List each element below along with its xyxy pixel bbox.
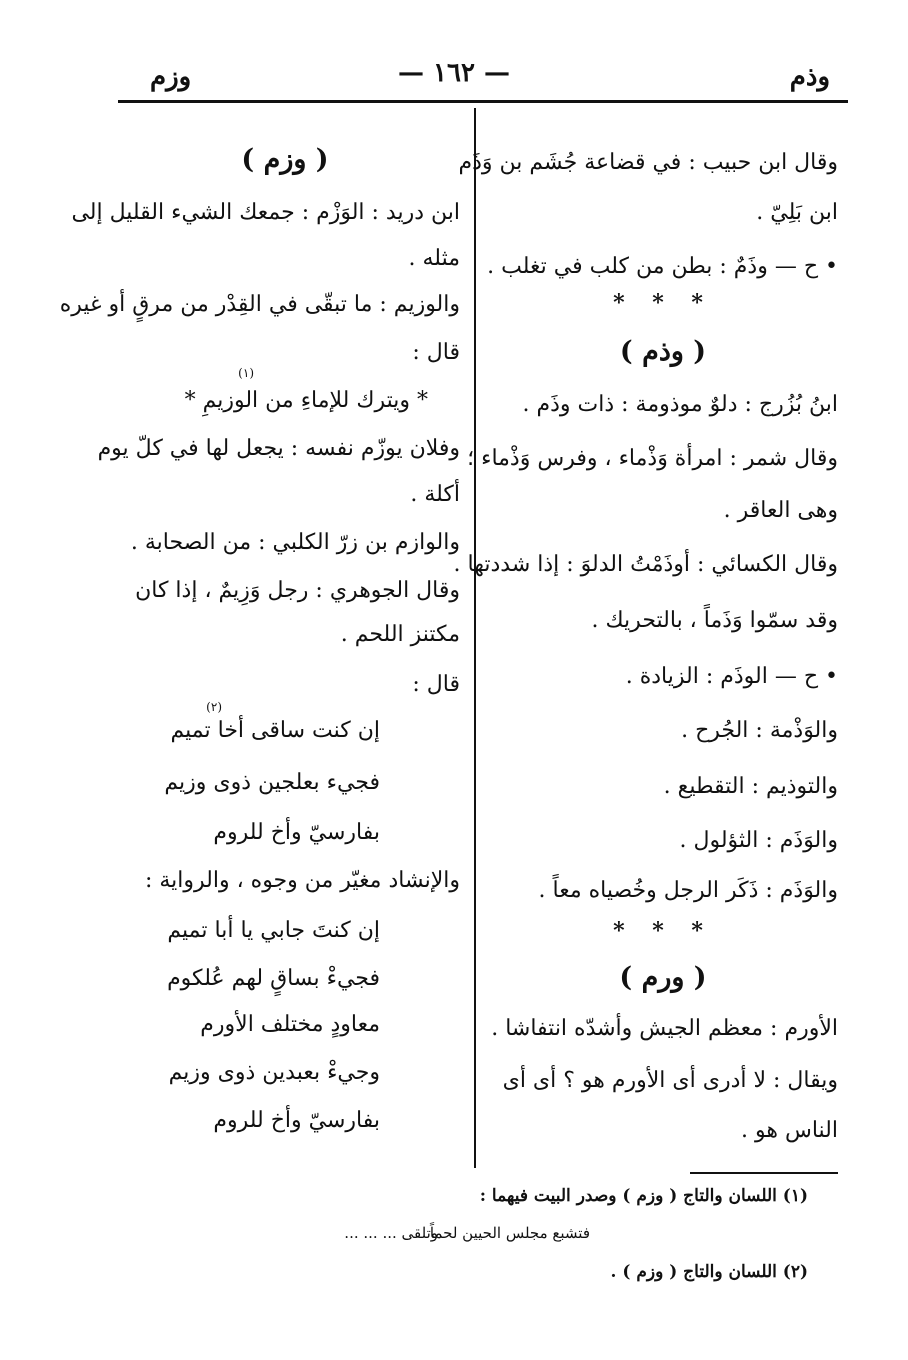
text-line: ابن بَلِيّ . xyxy=(756,200,838,225)
entry-heading: ( ورم ) xyxy=(619,962,707,993)
section-separator: * * * xyxy=(613,918,713,944)
text-line: وقال شمر : امرأة وَذْماء ، وفرس وَذْماء ؛ xyxy=(467,446,838,471)
header-left-word: وزم xyxy=(150,62,192,92)
text-line: وهى العاقر . xyxy=(723,498,838,523)
text-line: ابنُ بُزُرج : دلوٌ موذومة : ذات وذَم . xyxy=(522,392,838,417)
footnote-1-verse-a: فتشبع مجلس الحيين لحماً xyxy=(429,1224,590,1242)
footnote-marker: (٢) xyxy=(206,700,222,714)
verse-line: فجيءْ بساقٍ لهم عُلكوم xyxy=(167,966,380,991)
text-line: وقال ابن حبيب : في قضاعة جُشَم بن وَذَم xyxy=(458,150,838,175)
text-line: أكلة . xyxy=(410,482,460,507)
text-line: وفلان يوزّم نفسه : يجعل لها في كلّ يوم xyxy=(97,436,460,461)
verse-line: وجيءْ بعبدين ذوى وزيم xyxy=(168,1060,380,1085)
text-line: ويقال : لا أدرى أى الأورم هو ؟ أى أى xyxy=(502,1068,838,1093)
verse-line: فجيء بعلجين ذوى وزيم xyxy=(164,770,380,795)
text-line: والوازم بن زرّ الكلبي : من الصحابة . xyxy=(130,530,460,555)
text-line: قال : xyxy=(412,672,460,697)
footnote-1-verse-b: وتلقى ... ... ... xyxy=(344,1224,438,1242)
section-separator: * * * xyxy=(613,290,713,316)
text-line: قال : xyxy=(412,340,460,365)
verse-line: إن كنتَ جابي يا أبا تميم xyxy=(167,918,380,943)
footnote-1: (١) اللسان والتاج ( وزم ) وصدر البيت فيهما : xyxy=(479,1186,808,1206)
text-line: والوَذَم : ذَكَر الرجل وخُصياه معاً . xyxy=(538,878,838,903)
footnote-rule xyxy=(690,1172,838,1174)
verse-line: إن كنت ساقى أخا تميم xyxy=(170,718,380,743)
footnote-marker: (١) xyxy=(238,366,254,380)
text-line: مثله . xyxy=(408,246,460,271)
footnote-2: (٢) اللسان والتاج ( وزم ) . xyxy=(610,1262,808,1282)
header-right-word: وذم xyxy=(789,62,830,92)
text-line: وقال الجوهري : رجل وَزِيمٌ ، إذا كان xyxy=(135,578,460,603)
text-line: والوزيم : ما تبقّى في القِدْر من مرقٍ أو غيره xyxy=(59,292,460,317)
page-number: — ١٦٢ — xyxy=(397,58,511,88)
verse-line: بفارسيّ وأخ للروم xyxy=(213,1108,380,1133)
text-line: الناس هو . xyxy=(741,1118,838,1143)
text-line: والتوذيم : التقطيع . xyxy=(663,774,838,799)
entry-heading: ( وزم ) xyxy=(241,144,329,175)
verse-line: بفارسيّ وأخ للروم xyxy=(213,820,380,845)
verse-line: معاودٍ مختلف الأورم xyxy=(200,1012,380,1037)
text-line: • ح — وذَمٌ : بطن من كلب في تغلب . xyxy=(487,254,838,279)
verse-line: * ويترك للإماءِ من الوزيمِ * xyxy=(184,388,428,413)
text-line: مكتنز اللحم . xyxy=(340,622,460,647)
text-line: والوَذْمة : الجُرح . xyxy=(681,718,838,743)
text-line: ابن دريد : الوَزْم : جمعك الشيء القليل إلى xyxy=(71,200,460,225)
text-line: وقد سمّوا وَذَماً ، بالتحريك . xyxy=(591,608,838,633)
text-line: والوَذَم : الثؤلول . xyxy=(679,828,838,853)
entry-heading: ( وذم ) xyxy=(619,336,707,367)
text-line: الأورم : معظم الجيش وأشدّه انتفاشا . xyxy=(491,1016,838,1041)
text-line: • ح — الوذَم : الزيادة . xyxy=(625,664,838,689)
left-column xyxy=(59,0,460,1360)
text-line: وقال الكسائي : أوذَمْتُ الدلوَ : إذا شددتها . xyxy=(453,552,838,577)
column-divider xyxy=(474,108,476,1168)
text-line: والإنشاد مغيّر من وجوه ، والرواية : xyxy=(144,868,460,893)
